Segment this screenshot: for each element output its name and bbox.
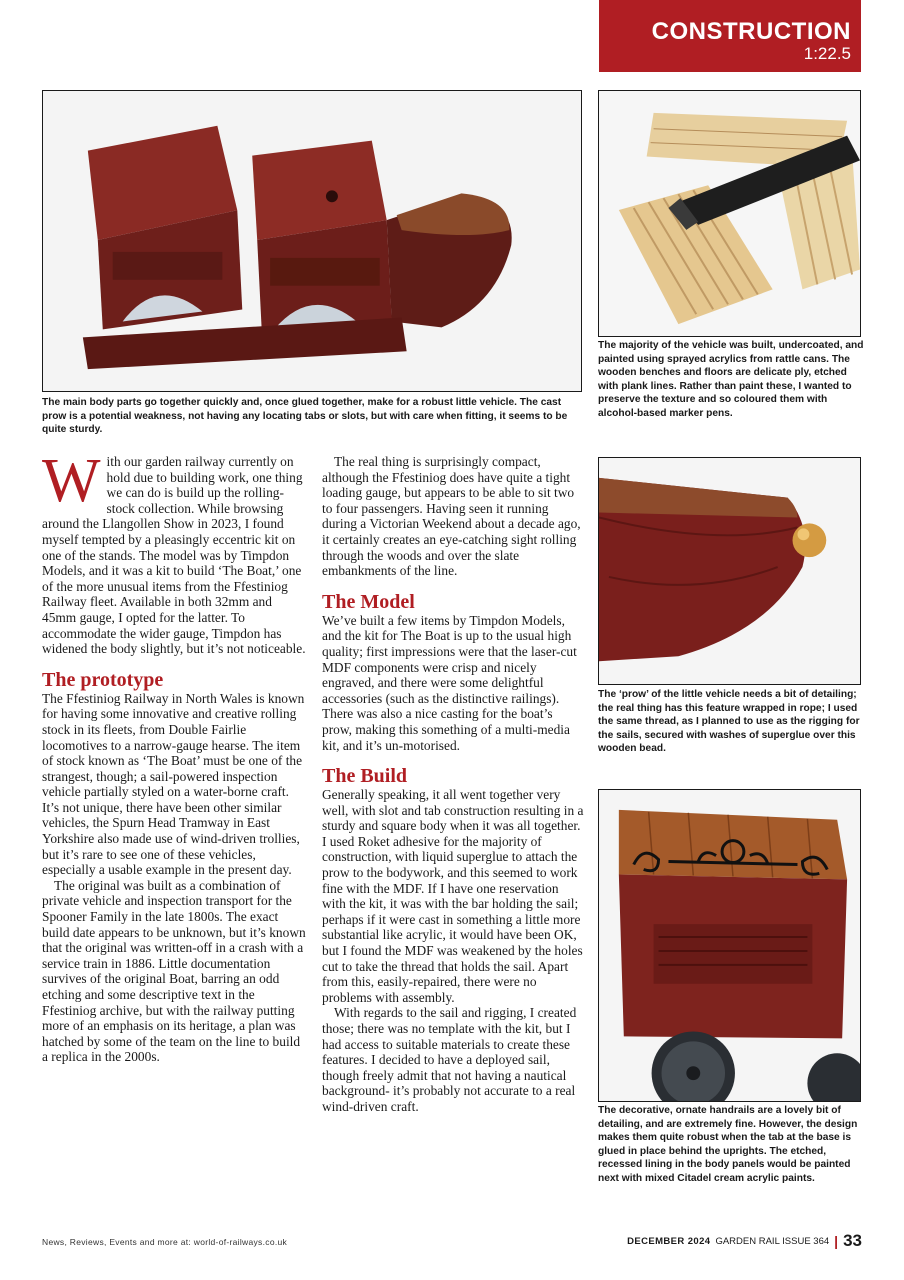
footer-date: DECEMBER 2024 [627, 1235, 711, 1247]
section-title: CONSTRUCTION [651, 18, 851, 45]
handrails-photo [598, 789, 861, 1102]
heading-model: The Model [322, 590, 415, 613]
article-column-1 [42, 447, 307, 1065]
heading-build: The Build [322, 765, 408, 788]
prow-detail-caption: The ‘prow’ of the little vehicle needs a bit of detailing; the real thing has this feature wrapped in rope; I used the same thread, as I planned to use as the rigging for the sails, secured with washes of superglue over this wooden bead. [598, 689, 860, 755]
footer-issue-info [627, 1231, 862, 1251]
heading-prototype: The prototype [42, 668, 164, 691]
column2-paragraph-1: The real thing is surprisingly compact, although the Ffestiniog does have quite a tight loading gauge, but appears to be able to sit two to four passengers. Having seen it running during a Victorian Weekend about a decade ago, it certainly creates an eye-catching sight rolling through the woods and over the slate embankments of the line. [322, 454, 581, 579]
section-scale: 1:22.5 [803, 44, 851, 63]
benches-marker-photo [598, 90, 861, 337]
section-header [599, 0, 861, 72]
main-body-parts-photo [42, 90, 582, 392]
build-paragraph-2: With regards to the sail and rigging, I created those; there was no template with the kit, but I had access to suitable materials to create these features. I decided to have a deployed sail, though freely admit that not having a nautical background- it’s probably not accurate to a real wind-driven craft. [322, 1005, 577, 1114]
model-paragraph: We’ve built a few items by Timpdon Models, and the kit for The Boat is up to the usual high quality; first impressions were that the laser-cut MDF components were crisp and nicely engraved, and there were some delightful accessories (such as the distinctive railings). There was also a nice casting for the boat’s prow, making this something of a multi-media kit, and it’s un-motorised. [322, 612, 577, 753]
prototype-paragraph-1: The Ffestiniog Railway in North Wales is known for having some innovative and creative rolling stock in its fleets, from Double Fairlie locomotives to a narrow-gauge hearse. The item of stock known as ‘The Boat’ must be one of the strangest, though; a sail-powered inspection vehicle partially styled on a water-borne craft. It’s not unique, there have been other similar vehicles, the Spurn Head Tramway in East Yorkshire also made use of wind-driven trollies, but it’s rare to see one of these vehicles, especially a usable example in the present day. [42, 690, 305, 878]
intro-paragraph: With our garden railway currently on hold due to building work, one thing we can do is build up the rolling-stock collection. While browsing around the Llangollen Show in 2023, I found myself tempted by a pleasingly eccentric kit on one of the stands. The model was by Timpdon Models, and it was a kit to build ‘The Boat,’ one of the more unusual items from the Ffestiniog Railway fleet. Available in both 32mm and 45mm gauge, I opted for the latter. To accommodate the wider gauge, Timpdon has widened the body slightly, but it’s not noticeable. [42, 447, 306, 657]
article-column-2 [322, 454, 584, 1115]
build-paragraph-1: Generally speaking, it all went together very well, with slot and tab construction resulting in a sturdy and square body when it was all together. I used Roket adhesive for the majority of construction, with liquid superglue to attach the prow to the bodywork, and this seemed to work fine with the MDF. If I have one reservation with the kit, it was with the bar holding the sail; perhaps if it were cast in something a little more substantial like acrylic, it would have been OK, but I found the MDF was weakened by the holes cut to take the thread that holds the sail. Apart from this, easily-repaired, there were no problems with assembly. [322, 787, 584, 1005]
drop-cap: W [42, 447, 101, 515]
handrails-caption: The decorative, ornate handrails are a lovely bit of detailing, and are extremely fine. However, the design makes them quite robust when the tab at the base is glued in place behind the uprights. The etched, recessed lining in the body panels would be painted next with mixed Citadel cream acrylic paints. [598, 1105, 858, 1184]
prototype-paragraph-2: The original was built as a combination of private vehicle and inspection transport for the Spooner Family in the late 1800s. The exact build date appears to be unknown, but it’s known that the original was written-off in a crash with a service train in 1886. Little documentation survives of the original Boat, barring an odd etching and some descriptive text in the Ffestiniog archive, but with the railway putting more of an emphasis on its heritage, a plan was hatched by some of the team on the line to build a replica in the 2000s. [42, 877, 306, 1065]
footer-magazine: GARDEN RAIL ISSUE 364 [715, 1235, 830, 1247]
main-body-caption: The main body parts go together quickly and, once glued together, make for a robust little vehicle. The cast prow is a potential weakness, not having any locating tabs or slots, but with care when fitting, it seems to be quite sturdy. [42, 397, 568, 436]
benches-marker-caption: The majority of the vehicle was built, undercoated, and painted using sprayed acrylics from rattle cans. The wooden benches and floors are delicate ply, etched with plank lines. Rather than paint these, I wanted to preserve the texture and so coloured them with alcohol-based marker pens. [598, 340, 864, 419]
page-number: 33 [843, 1231, 862, 1250]
footer-website: News, Reviews, Events and more at: world-of-railways.co.uk [42, 1237, 288, 1247]
footer-separator: | [834, 1233, 839, 1249]
prow-detail-photo [598, 457, 861, 685]
